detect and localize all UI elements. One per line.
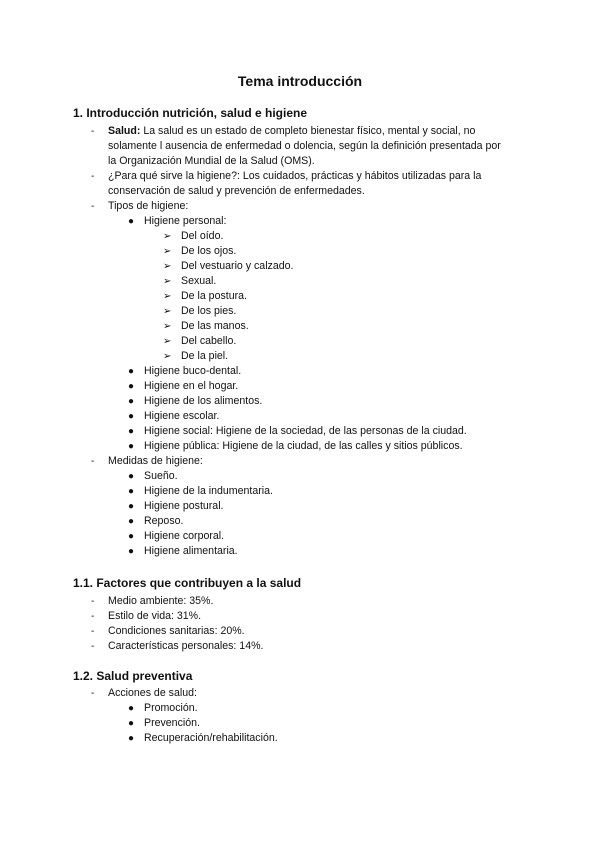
arrow-marker: ➢ — [163, 306, 172, 317]
salud-label: Salud: — [108, 125, 141, 137]
list-item: Prevención. — [144, 717, 200, 729]
list-item: Higiene escolar. — [144, 410, 220, 422]
bullet-marker: ● — [128, 396, 135, 407]
para-que-line: ¿Para qué sirve la higiene?: Los cuidados, prácticas y hábitos utilizadas para la — [108, 170, 482, 182]
list-item: Sueño. — [144, 470, 178, 482]
list-item: Higiene social: Higiene de la sociedad, de las personas de la ciudad. — [144, 425, 467, 437]
tipos-label: Tipos de higiene: — [108, 200, 189, 212]
list-item: Higiene pública: Higiene de la ciudad, de las calles y sitios públicos. — [144, 440, 463, 452]
bullet-marker: ● — [128, 366, 135, 377]
dash-marker: - — [91, 456, 95, 467]
section-1-2-heading: 1.2. Salud preventiva — [73, 669, 193, 683]
bullet-marker: ● — [128, 441, 135, 452]
list-item: Sexual. — [181, 275, 217, 287]
list-item: Higiene en el hogar. — [144, 380, 239, 392]
dash-marker: - — [91, 688, 95, 699]
acciones-label: Acciones de salud: — [108, 687, 197, 699]
bullet-marker: ● — [128, 546, 135, 557]
dash-marker: - — [91, 201, 95, 212]
list-item: Del vestuario y calzado. — [181, 260, 294, 272]
medidas-label: Medidas de higiene: — [108, 455, 203, 467]
bullet-marker: ● — [128, 381, 135, 392]
section-1-heading: 1. Introducción nutrición, salud e higiene — [73, 106, 308, 120]
list-item: Higiene de los alimentos. — [144, 395, 263, 407]
list-item: Condiciones sanitarias: 20%. — [108, 625, 245, 637]
bullet-marker: ● — [128, 471, 135, 482]
para-que-line: conservación de salud y prevención de enfermedades. — [108, 185, 365, 197]
list-item: Higiene de la indumentaria. — [144, 485, 273, 497]
section-1-1-heading: 1.1. Factores que contribuyen a la salud — [73, 576, 302, 590]
salud-text: La salud es un estado de completo bienestar físico, mental y social, no — [140, 125, 476, 137]
bullet-marker: ● — [128, 703, 135, 714]
salud-definition-line: la Organización Mundial de la Salud (OMS). — [108, 155, 315, 167]
salud-definition-line — [108, 124, 475, 139]
bullet-marker: ● — [128, 501, 135, 512]
list-item: De la postura. — [181, 290, 247, 302]
list-item: Características personales: 14%. — [108, 640, 264, 652]
list-item: Higiene buco-dental. — [144, 365, 242, 377]
bullet-marker: ● — [128, 486, 135, 497]
dash-marker: - — [91, 626, 95, 637]
bullet-marker: ● — [128, 216, 135, 227]
list-item: Higiene alimentaria. — [144, 545, 238, 557]
list-item: De las manos. — [181, 320, 249, 332]
arrow-marker: ➢ — [163, 246, 172, 257]
arrow-marker: ➢ — [163, 261, 172, 272]
personal-label: Higiene personal: — [144, 215, 227, 227]
dash-marker: - — [91, 171, 95, 182]
dash-marker: - — [91, 611, 95, 622]
arrow-marker: ➢ — [163, 336, 172, 347]
arrow-marker: ➢ — [163, 351, 172, 362]
salud-definition-line: solamente l ausencia de enfermedad o dolencia, según la definición presentada por — [108, 140, 501, 152]
bullet-marker: ● — [128, 733, 135, 744]
bullet-marker: ● — [128, 411, 135, 422]
list-item: Promoción. — [144, 702, 198, 714]
list-item: Higiene postural. — [144, 500, 224, 512]
list-item: De la piel. — [181, 350, 229, 362]
list-item: Del cabello. — [181, 335, 237, 347]
bullet-marker: ● — [128, 718, 135, 729]
list-item: Recuperación/rehabilitación. — [144, 732, 278, 744]
arrow-marker: ➢ — [163, 321, 172, 332]
bullet-marker: ● — [128, 531, 135, 542]
document-title: Tema introducción — [237, 73, 363, 89]
list-item: Higiene corporal. — [144, 530, 225, 542]
arrow-marker: ➢ — [163, 231, 172, 242]
list-item: Reposo. — [144, 515, 184, 527]
arrow-marker: ➢ — [163, 276, 172, 287]
bullet-marker: ● — [128, 426, 135, 437]
list-item: Estilo de vida: 31%. — [108, 610, 202, 622]
dash-marker: - — [91, 126, 95, 137]
arrow-marker: ➢ — [163, 291, 172, 302]
dash-marker: - — [91, 641, 95, 652]
list-item: De los pies. — [181, 305, 237, 317]
bullet-marker: ● — [128, 516, 135, 527]
list-item: Del oído. — [181, 230, 224, 242]
dash-marker: - — [91, 596, 95, 607]
list-item: Medio ambiente: 35%. — [108, 595, 214, 607]
list-item: De los ojos. — [181, 245, 237, 257]
